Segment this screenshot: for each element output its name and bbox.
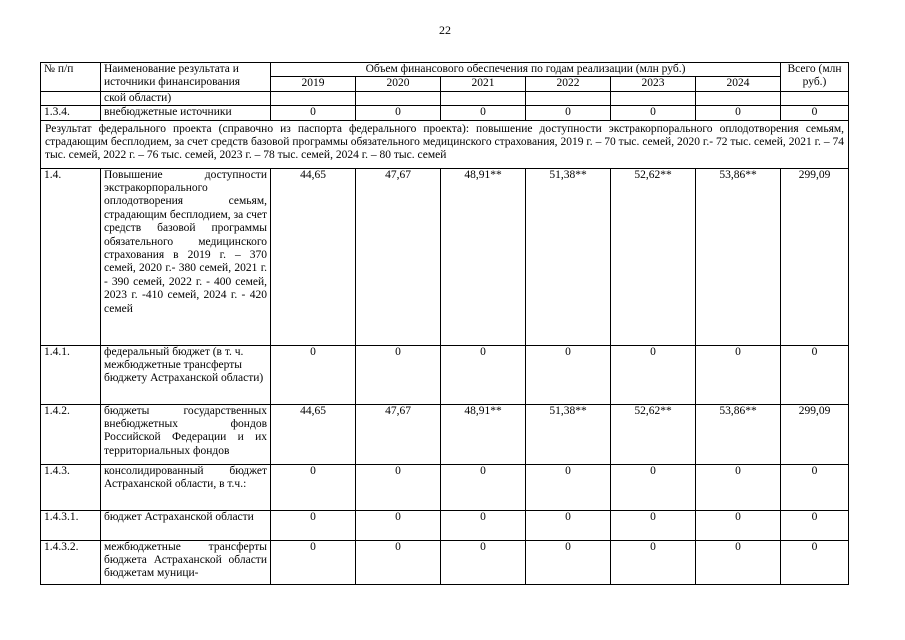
header-index: № п/п [41,63,101,92]
row-value: 0 [611,540,696,584]
row-index: 1.4. [41,168,101,345]
row-value: 0 [271,464,356,510]
row-value: 0 [526,106,611,120]
row-total: 0 [781,540,849,584]
row-value: 0 [611,345,696,404]
row-value: 0 [356,106,441,120]
header-year: 2022 [526,77,611,91]
row-value: 52,62** [611,168,696,345]
row-index: 1.4.3.2. [41,540,101,584]
row-value: 0 [611,106,696,120]
header-year: 2023 [611,77,696,91]
header-total: Всего (млн руб.) [781,63,849,92]
row-name: бюджет Астраханской области [101,510,271,540]
row-value [356,91,441,105]
row-value [526,91,611,105]
row-value: 0 [696,345,781,404]
header-year: 2024 [696,77,781,91]
row-value: 0 [526,464,611,510]
row-value: 0 [526,540,611,584]
row-value: 0 [526,345,611,404]
header-year: 2019 [271,77,356,91]
table-row [41,168,849,345]
row-value: 0 [271,540,356,584]
row-value: 44,65 [271,404,356,464]
row-name: межбюджетные трансферты бюджета Астраханской области бюджетам муници- [101,540,271,584]
row-value: 0 [696,464,781,510]
table-row [41,345,849,404]
table-row [41,464,849,510]
row-index: 1.4.3. [41,464,101,510]
row-value: 48,91** [441,404,526,464]
row-value: 51,38** [526,404,611,464]
row-value: 47,67 [356,404,441,464]
row-name: бюджеты государственных внебюджетных фондов Российской Федерации и их территориальных фондов [101,404,271,464]
row-total [781,91,849,105]
header-year: 2020 [356,77,441,91]
row-value: 0 [441,345,526,404]
row-index: 1.4.1. [41,345,101,404]
table-row [41,404,849,464]
row-value: 0 [356,540,441,584]
row-total: 0 [781,510,849,540]
row-value: 0 [356,345,441,404]
row-index: 1.4.2. [41,404,101,464]
row-value: 0 [696,510,781,540]
federal-result-text: Результат федерального проекта (справочно из паспорта федерального проекта): повышение доступности экстракорпорального оплодотворения семьям, страдающим бесплодием, за счет средств базовой программы обязательного медицинского страхования, 2019 г. – 70 тыс. семей, 2020 г.- 72 тыс. семей, 2021 г. – 74 тыс. семей, 2022 г. – 76 тыс. семей, 2023 г. – 78 тыс. семей, 2024 г. – 80 тыс. семей [41,120,849,168]
header-year: 2021 [441,77,526,91]
row-value: 0 [611,510,696,540]
row-value: 52,62** [611,404,696,464]
row-total: 0 [781,106,849,120]
financing-table [40,62,849,585]
row-total: 299,09 [781,404,849,464]
row-value: 0 [441,540,526,584]
row-value: 0 [271,106,356,120]
row-value: 0 [696,540,781,584]
row-value: 0 [441,106,526,120]
table-row [41,106,849,120]
row-value: 51,38** [526,168,611,345]
row-value: 44,65 [271,168,356,345]
row-index [41,91,101,105]
row-index: 1.3.4. [41,106,101,120]
row-index: 1.4.3.1. [41,510,101,540]
row-value: 0 [356,464,441,510]
row-value: 0 [696,106,781,120]
header-name: Наименование результата и источники финансирования [101,63,271,92]
row-value [271,91,356,105]
row-value: 0 [271,345,356,404]
row-value: 0 [356,510,441,540]
row-total: 299,09 [781,168,849,345]
row-value: 0 [441,510,526,540]
federal-result-row [41,120,849,168]
row-total: 0 [781,345,849,404]
row-total: 0 [781,464,849,510]
table-row [41,91,849,105]
row-value [441,91,526,105]
row-name: ской области) [101,91,271,105]
row-value: 0 [271,510,356,540]
row-value [696,91,781,105]
row-name: внебюджетные источники [101,106,271,120]
row-value: 47,67 [356,168,441,345]
row-value [611,91,696,105]
row-name: консолидированный бюджет Астраханской области, в т.ч.: [101,464,271,510]
row-value: 0 [526,510,611,540]
table-row [41,510,849,540]
row-value: 48,91** [441,168,526,345]
table-row [41,540,849,584]
row-value: 53,86** [696,404,781,464]
row-name: федеральный бюджет (в т. ч. межбюджетные трансферты бюджету Астраханской области) [101,345,271,404]
row-value: 53,86** [696,168,781,345]
row-name: Повышение доступности экстракорпорального оплодотворения семьям, страдающим бесплодием, за счет средств базовой программы обязательного медицинского страхования в 2019 г. – 370 семей, 2020 г.- 380 семей, 2021 г. - 390 семей, 2022 г. - 400 семей, 2023 г. -410 семей, 2024 г. - 420 семей [101,168,271,345]
page-number: 22 [439,23,451,37]
row-value: 0 [441,464,526,510]
header-volume: Объем финансового обеспечения по годам реализации (млн руб.) [271,63,781,77]
row-value: 0 [611,464,696,510]
